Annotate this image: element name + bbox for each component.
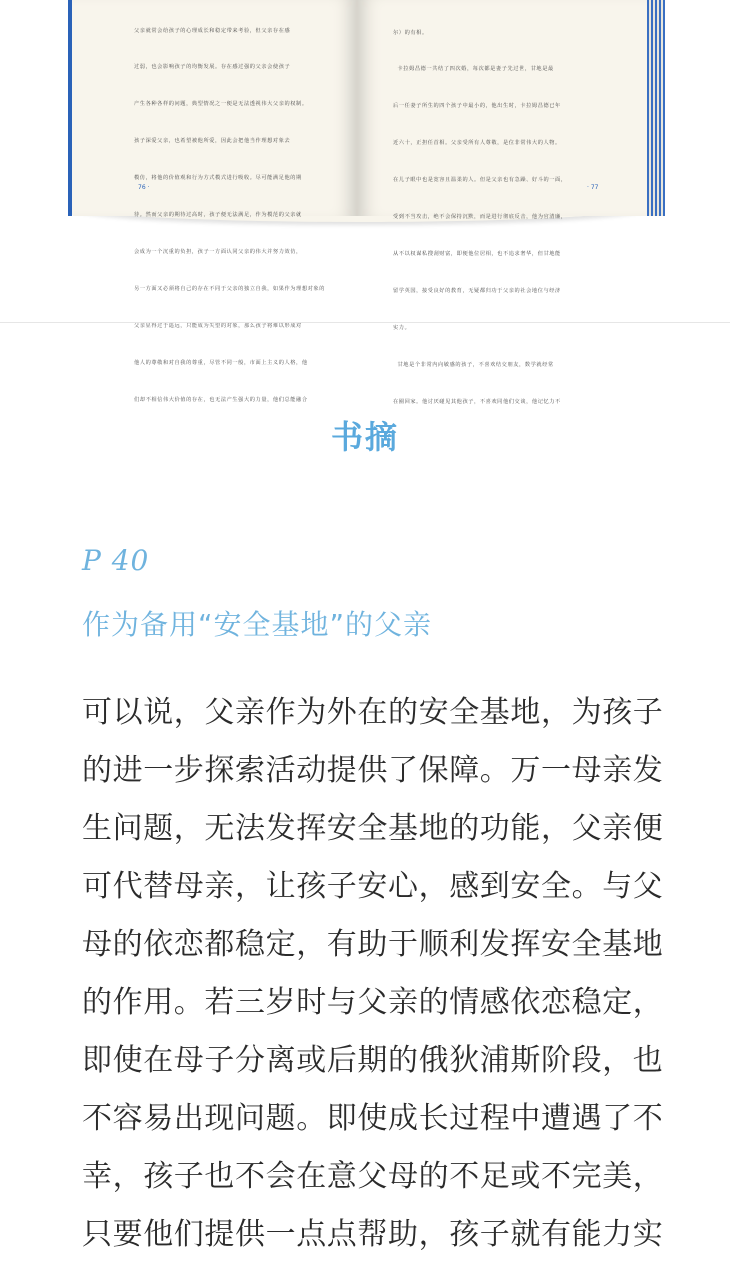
excerpt-line: 幸，孩子也不会在意父母的不足或不完美， bbox=[82, 1159, 664, 1194]
excerpt-heading: 作为备用“安全基地”的父亲 bbox=[82, 608, 433, 641]
open-book-image bbox=[68, 0, 668, 405]
right-page-line: 卡拉姆昌德一共结了四次婚，每次都是妻子先过世，甘地是最 bbox=[393, 66, 554, 73]
left-page-number: 76 · bbox=[138, 184, 150, 191]
book-photo-area bbox=[0, 0, 730, 405]
left-page-line: 模仿，将他的价值观和行为方式模式进行吸收。尽可能满足他的期 bbox=[134, 175, 302, 182]
left-page-line: 们却不相信伟大价值的存在，也无法产生强大的力量，他们总能融合 bbox=[134, 396, 308, 403]
excerpt-line: 可以说，父亲作为外在的安全基地，为孩子 bbox=[82, 695, 664, 730]
excerpt-line: 生问题，无法发挥安全基地的功能，父亲便 bbox=[82, 811, 664, 846]
excerpt-line: 可代替母亲，让孩子安心，感到安全。与父 bbox=[82, 869, 664, 904]
right-page-line: 留学英国，接受良好的教育，无疑都归功于父亲的社会地位与经济 bbox=[393, 287, 561, 294]
left-page-line: 会成为一个沉重的负担，孩子一方面认同父亲的伟大并努力效仿， bbox=[134, 248, 302, 255]
section-title: 书摘 bbox=[330, 418, 399, 456]
right-page-line: 在儿子眼中也是宽容且温柔的人。但是父亲也有急躁、好斗的一面， bbox=[393, 177, 567, 184]
right-page-line: 从不以权谋私搜刮财富，即便他位居相，也不追求奢华，但甘地能 bbox=[393, 250, 561, 257]
right-page-text bbox=[393, 2, 603, 432]
excerpt-line: 即使在母子分离或后期的俄狄浦斯阶段，也 bbox=[82, 1043, 664, 1078]
left-page-line: 孩子深爱父亲，也希望被他所爱，因此会把他当作理想对象去 bbox=[134, 138, 291, 145]
excerpt-line: 母的依恋都稳定，有助于顺利发挥安全基地 bbox=[82, 927, 664, 962]
left-page-line: 产生各种各样的问题，典型情况之一便是无法透视伟大父亲的权制。 bbox=[134, 101, 308, 108]
book-right-page bbox=[357, 0, 647, 405]
excerpt-line: 只要他们提供一点点帮助，孩子就有能力实 bbox=[82, 1217, 664, 1252]
right-page-line: 尔）的有相。 bbox=[393, 29, 428, 36]
right-page-line: 甘地是个非常内向敏感的孩子，不喜欢结交朋友，数学就经常 bbox=[393, 361, 554, 368]
excerpt-line: 不容易出现问题。即使成长过程中遭遇了不 bbox=[82, 1101, 664, 1136]
right-page-line: 实力。 bbox=[393, 324, 411, 331]
right-page-line: 受到不当攻击，绝不会保持沉默，而是进行彻底反击，他为官清廉， bbox=[393, 214, 567, 221]
book-left-page bbox=[72, 0, 357, 403]
right-page-line: 后一任妻子所生的四个孩子中最小的，他出生时，卡拉姆昌德已年 bbox=[393, 103, 561, 110]
left-page-line: 过弱，也会影响孩子的均衡发展。存在感过强的父亲会使孩子 bbox=[134, 64, 291, 71]
left-page-line: 父亲就常会给孩子的心理成长和稳定带来考验，但父亲存在感 bbox=[134, 27, 291, 34]
excerpt-line: 的进一步探索活动提供了保障。万一母亲发 bbox=[82, 753, 664, 788]
left-page-line: 他人的尊敬和对自我的尊重，尽管不同一般，市面上主义的人格，他 bbox=[134, 359, 308, 366]
left-page-line: 另一方面又必须将自己的存在不同于父亲的独立自我，如果作为理想对象的 bbox=[134, 285, 325, 292]
left-page-line: 待。然而父亲的期待过高时，孩子便无法满足，作为模范的父亲就 bbox=[134, 212, 302, 219]
right-page-number: · 77 bbox=[587, 184, 599, 191]
excerpt-body bbox=[82, 684, 664, 1264]
section-divider bbox=[0, 322, 730, 323]
right-page-line: 在圈回家。他讨厌碰见其他孩子，不喜欢同他们交谈，他记忆力不 bbox=[393, 398, 561, 405]
left-page-line: 父亲显得过于遥远，只能成为失望的对象，那么孩子将难以形成对 bbox=[134, 322, 302, 329]
excerpt-line: 的作用。若三岁时与父亲的情感依恋稳定， bbox=[82, 985, 664, 1020]
book-page-stack bbox=[647, 0, 665, 216]
excerpt-page-reference: P 40 bbox=[82, 544, 150, 577]
right-page-line: 近六十，正担任首相。父亲受所有人尊敬，是位非常伟大的人物。 bbox=[393, 140, 561, 147]
left-page-text bbox=[134, 0, 334, 430]
